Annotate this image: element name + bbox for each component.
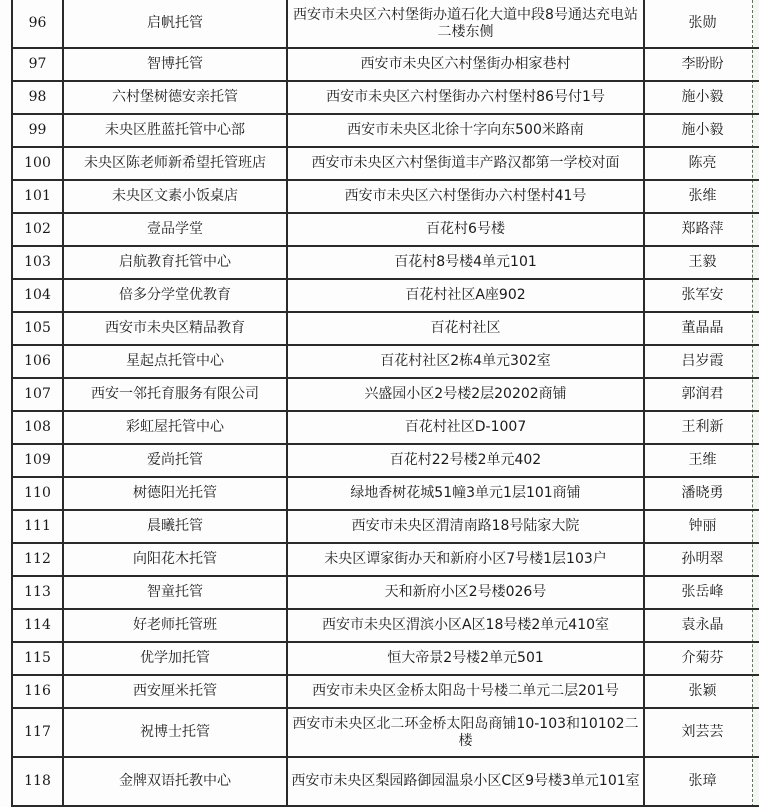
facility-address: 西安市未央区渭清南路18号陆家大院 — [287, 510, 644, 543]
facility-address: 西安市未央区梨园路御园温泉小区C区9号楼3单元101室 — [287, 757, 644, 806]
facility-address: 西安市未央区六村堡街办相家巷村 — [287, 48, 644, 81]
row-number: 113 — [12, 576, 63, 609]
table-row — [12, 675, 759, 708]
row-number: 114 — [12, 609, 63, 642]
table-row — [12, 0, 759, 48]
responsible-person: 刘芸芸 — [644, 708, 759, 757]
facility-name: 好老师托管班 — [63, 609, 287, 642]
facility-name: 向阳花木托管 — [63, 543, 287, 576]
responsible-person: 王毅 — [644, 246, 759, 279]
facility-name: 智童托管 — [63, 576, 287, 609]
table-row — [12, 510, 759, 543]
facility-name: 优学加托管 — [63, 642, 287, 675]
facility-name: 金牌双语托教中心 — [63, 757, 287, 806]
table-row — [12, 411, 759, 444]
row-number: 96 — [12, 0, 63, 48]
responsible-person: 王利新 — [644, 411, 759, 444]
row-number: 98 — [12, 81, 63, 114]
row-number: 108 — [12, 411, 63, 444]
facility-name: 树德阳光托管 — [63, 477, 287, 510]
table-row — [12, 576, 759, 609]
facility-address: 百花村8号楼4单元101 — [287, 246, 644, 279]
table-row — [12, 180, 759, 213]
row-number: 118 — [12, 757, 63, 806]
facility-name: 彩虹屋托管中心 — [63, 411, 287, 444]
facility-address: 西安市未央区六村堡街办道石化大道中段8号通达充电站二楼东侧 — [287, 0, 644, 48]
responsible-person: 张勋 — [644, 0, 759, 48]
table-row — [12, 378, 759, 411]
table-row — [12, 609, 759, 642]
responsible-person: 张岳峰 — [644, 576, 759, 609]
facility-name: 爱尚托管 — [63, 444, 287, 477]
responsible-person: 孙明翠 — [644, 543, 759, 576]
row-number: 101 — [12, 180, 63, 213]
facility-address: 百花村社区D-1007 — [287, 411, 644, 444]
row-number: 116 — [12, 675, 63, 708]
table-row — [12, 114, 759, 147]
responsible-person: 施小毅 — [644, 81, 759, 114]
row-number: 97 — [12, 48, 63, 81]
facility-name: 西安市未央区精品教育 — [63, 312, 287, 345]
responsible-person: 袁永晶 — [644, 609, 759, 642]
row-number: 112 — [12, 543, 63, 576]
facility-address: 西安市未央区六村堡街办六村堡村86号付1号 — [287, 81, 644, 114]
facility-address: 兴盛园小区2号楼2层20202商铺 — [287, 378, 644, 411]
responsible-person: 施小毅 — [644, 114, 759, 147]
facility-address: 百花村6号楼 — [287, 213, 644, 246]
table-row — [12, 642, 759, 675]
responsible-person: 张璋 — [644, 757, 759, 806]
facility-name: 未央区文素小饭桌店 — [63, 180, 287, 213]
row-number: 107 — [12, 378, 63, 411]
table-row — [12, 213, 759, 246]
row-number: 105 — [12, 312, 63, 345]
responsible-person: 陈亮 — [644, 147, 759, 180]
facility-address: 西安市未央区六村堡街办六村堡村41号 — [287, 180, 644, 213]
facility-address: 西安市未央区北徐十字向东500米路南 — [287, 114, 644, 147]
facility-address: 绿地香树花城51幢3单元1层101商铺 — [287, 477, 644, 510]
facility-address: 百花村22号楼2单元402 — [287, 444, 644, 477]
facility-name: 启帆托管 — [63, 0, 287, 48]
row-number: 109 — [12, 444, 63, 477]
facility-address: 天和新府小区2号楼026号 — [287, 576, 644, 609]
facility-name: 六村堡树德安亲托管 — [63, 81, 287, 114]
facility-address: 西安市未央区六村堡街道丰产路汉都第一学校对面 — [287, 147, 644, 180]
row-number: 106 — [12, 345, 63, 378]
responsible-person: 王维 — [644, 444, 759, 477]
facility-address: 西安市未央区北二环金桥太阳岛商铺10-103和10102二楼 — [287, 708, 644, 757]
responsible-person: 李盼盼 — [644, 48, 759, 81]
table-row — [12, 757, 759, 806]
facility-address: 百花村社区 — [287, 312, 644, 345]
responsible-person: 潘晓勇 — [644, 477, 759, 510]
row-number: 104 — [12, 279, 63, 312]
row-number: 99 — [12, 114, 63, 147]
facility-name: 壹品学堂 — [63, 213, 287, 246]
facility-name: 西安一邻托育服务有限公司 — [63, 378, 287, 411]
table-row — [12, 48, 759, 81]
table-row — [12, 279, 759, 312]
table-row — [12, 312, 759, 345]
responsible-person: 介菊芬 — [644, 642, 759, 675]
facility-name: 未央区陈老师新希望托管班店 — [63, 147, 287, 180]
facility-name: 智博托管 — [63, 48, 287, 81]
facility-address: 西安市未央区金桥太阳岛十号楼二单元二层201号 — [287, 675, 644, 708]
row-number: 110 — [12, 477, 63, 510]
row-number: 111 — [12, 510, 63, 543]
row-number: 100 — [12, 147, 63, 180]
row-number: 103 — [12, 246, 63, 279]
responsible-person: 郑路萍 — [644, 213, 759, 246]
table-row — [12, 147, 759, 180]
table-row — [12, 543, 759, 576]
table-row — [12, 81, 759, 114]
table-row — [12, 246, 759, 279]
facility-name: 西安厘米托管 — [63, 675, 287, 708]
facility-name: 启航教育托管中心 — [63, 246, 287, 279]
responsible-person: 张颖 — [644, 675, 759, 708]
row-number: 115 — [12, 642, 63, 675]
facility-name: 星起点托管中心 — [63, 345, 287, 378]
facility-name: 祝博士托管 — [63, 708, 287, 757]
facility-address: 西安市未央区渭滨小区A区18号楼2单元410室 — [287, 609, 644, 642]
table-row — [12, 444, 759, 477]
facility-name: 晨曦托管 — [63, 510, 287, 543]
responsible-person: 张维 — [644, 180, 759, 213]
facility-address: 百花村社区A座902 — [287, 279, 644, 312]
table-row — [12, 345, 759, 378]
facility-name: 倍多分学堂优教育 — [63, 279, 287, 312]
facility-address: 百花村社区2栋4单元302室 — [287, 345, 644, 378]
responsible-person: 董晶晶 — [644, 312, 759, 345]
responsible-person: 钟丽 — [644, 510, 759, 543]
facility-name: 未央区胜蓝托管中心部 — [63, 114, 287, 147]
facility-table — [11, 0, 759, 807]
table-row — [12, 708, 759, 757]
table-row — [12, 477, 759, 510]
responsible-person: 郭润君 — [644, 378, 759, 411]
row-number: 117 — [12, 708, 63, 757]
responsible-person: 张军安 — [644, 279, 759, 312]
row-number: 102 — [12, 213, 63, 246]
facility-address: 恒大帝景2号楼2单元501 — [287, 642, 644, 675]
responsible-person: 吕岁霞 — [644, 345, 759, 378]
facility-address: 未央区谭家街办天和新府小区7号楼1层103户 — [287, 543, 644, 576]
